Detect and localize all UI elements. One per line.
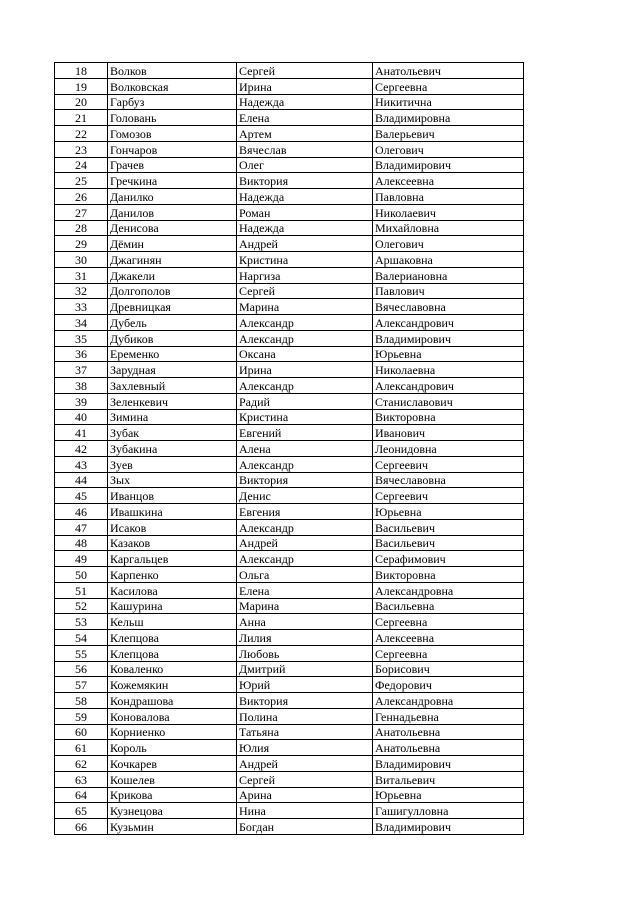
row-number-cell: 59 xyxy=(55,708,108,724)
patronymic-cell: Владимирович xyxy=(373,756,524,772)
table-row xyxy=(55,157,524,173)
patronymic-cell: Сергеевна xyxy=(373,614,524,630)
patronymic-cell: Леонидовна xyxy=(373,441,524,457)
row-number-cell: 42 xyxy=(55,441,108,457)
first-name-cell: Богдан xyxy=(237,819,373,835)
row-number-cell: 36 xyxy=(55,346,108,362)
row-number-cell: 25 xyxy=(55,173,108,189)
row-number-cell: 35 xyxy=(55,330,108,346)
first-name-cell: Вячеслав xyxy=(237,141,373,157)
last-name-cell: Кочкарев xyxy=(108,756,237,772)
patronymic-cell: Никитична xyxy=(373,94,524,110)
last-name-cell: Кашурина xyxy=(108,598,237,614)
table-row xyxy=(55,299,524,315)
last-name-cell: Данилко xyxy=(108,189,237,205)
first-name-cell: Надежда xyxy=(237,94,373,110)
first-name-cell: Радий xyxy=(237,393,373,409)
last-name-cell: Ивашкина xyxy=(108,504,237,520)
first-name-cell: Любовь xyxy=(237,645,373,661)
patronymic-cell: Анатольевич xyxy=(373,63,524,79)
last-name-cell: Грачев xyxy=(108,157,237,173)
first-name-cell: Александр xyxy=(237,456,373,472)
table-row xyxy=(55,346,524,362)
first-name-cell: Арина xyxy=(237,787,373,803)
row-number-cell: 29 xyxy=(55,236,108,252)
patronymic-cell: Вячеславовна xyxy=(373,299,524,315)
patronymic-cell: Юрьевна xyxy=(373,787,524,803)
row-number-cell: 33 xyxy=(55,299,108,315)
patronymic-cell: Сергеевна xyxy=(373,645,524,661)
last-name-cell: Кельш xyxy=(108,614,237,630)
first-name-cell: Алена xyxy=(237,441,373,457)
patronymic-cell: Александровна xyxy=(373,582,524,598)
patronymic-cell: Васильевич xyxy=(373,535,524,551)
row-number-cell: 19 xyxy=(55,78,108,94)
patronymic-cell: Витальевич xyxy=(373,771,524,787)
patronymic-cell: Александрович xyxy=(373,378,524,394)
patronymic-cell: Алексеевна xyxy=(373,173,524,189)
first-name-cell: Ирина xyxy=(237,78,373,94)
row-number-cell: 23 xyxy=(55,141,108,157)
last-name-cell: Данилов xyxy=(108,204,237,220)
patronymic-cell: Николаевич xyxy=(373,204,524,220)
table-row xyxy=(55,551,524,567)
patronymic-cell: Иванович xyxy=(373,425,524,441)
table-row xyxy=(55,535,524,551)
patronymic-cell: Анатольевна xyxy=(373,724,524,740)
first-name-cell: Андрей xyxy=(237,756,373,772)
last-name-cell: Казаков xyxy=(108,535,237,551)
row-number-cell: 27 xyxy=(55,204,108,220)
table-row xyxy=(55,693,524,709)
first-name-cell: Надежда xyxy=(237,189,373,205)
last-name-cell: Долгополов xyxy=(108,283,237,299)
first-name-cell: Александр xyxy=(237,519,373,535)
table-row xyxy=(55,472,524,488)
last-name-cell: Дубель xyxy=(108,315,237,331)
patronymic-cell: Юрьевна xyxy=(373,504,524,520)
last-name-cell: Крикова xyxy=(108,787,237,803)
patronymic-cell: Анатольевна xyxy=(373,740,524,756)
last-name-cell: Гарбуз xyxy=(108,94,237,110)
last-name-cell: Джагинян xyxy=(108,252,237,268)
first-name-cell: Ольга xyxy=(237,567,373,583)
first-name-cell: Надежда xyxy=(237,220,373,236)
row-number-cell: 57 xyxy=(55,677,108,693)
row-number-cell: 21 xyxy=(55,110,108,126)
last-name-cell: Иванцов xyxy=(108,488,237,504)
table-row xyxy=(55,488,524,504)
row-number-cell: 39 xyxy=(55,393,108,409)
table-row xyxy=(55,409,524,425)
row-number-cell: 49 xyxy=(55,551,108,567)
table-row xyxy=(55,425,524,441)
first-name-cell: Евгения xyxy=(237,504,373,520)
last-name-cell: Еременко xyxy=(108,346,237,362)
patronymic-cell: Викторовна xyxy=(373,567,524,583)
last-name-cell: Кожемякин xyxy=(108,677,237,693)
first-name-cell: Андрей xyxy=(237,236,373,252)
row-number-cell: 22 xyxy=(55,126,108,142)
row-number-cell: 58 xyxy=(55,693,108,709)
last-name-cell: Коваленко xyxy=(108,661,237,677)
first-name-cell: Александр xyxy=(237,378,373,394)
first-name-cell: Татьяна xyxy=(237,724,373,740)
row-number-cell: 26 xyxy=(55,189,108,205)
row-number-cell: 46 xyxy=(55,504,108,520)
first-name-cell: Виктория xyxy=(237,173,373,189)
last-name-cell: Зубакина xyxy=(108,441,237,457)
last-name-cell: Корниенко xyxy=(108,724,237,740)
first-name-cell: Сергей xyxy=(237,63,373,79)
row-number-cell: 37 xyxy=(55,362,108,378)
table-row xyxy=(55,630,524,646)
last-name-cell: Зеленкевич xyxy=(108,393,237,409)
last-name-cell: Гончаров xyxy=(108,141,237,157)
patronymic-cell: Владимирович xyxy=(373,330,524,346)
first-name-cell: Елена xyxy=(237,110,373,126)
row-number-cell: 40 xyxy=(55,409,108,425)
patronymic-cell: Николаевна xyxy=(373,362,524,378)
row-number-cell: 38 xyxy=(55,378,108,394)
table-row xyxy=(55,519,524,535)
row-number-cell: 30 xyxy=(55,252,108,268)
row-number-cell: 24 xyxy=(55,157,108,173)
row-number-cell: 60 xyxy=(55,724,108,740)
first-name-cell: Роман xyxy=(237,204,373,220)
table-row xyxy=(55,504,524,520)
table-row xyxy=(55,378,524,394)
row-number-cell: 52 xyxy=(55,598,108,614)
row-number-cell: 61 xyxy=(55,740,108,756)
last-name-cell: Каргальцев xyxy=(108,551,237,567)
patronymic-cell: Александровна xyxy=(373,693,524,709)
patronymic-cell: Васильевич xyxy=(373,519,524,535)
patronymic-cell: Владимирович xyxy=(373,819,524,835)
last-name-cell: Клепцова xyxy=(108,630,237,646)
table-row xyxy=(55,173,524,189)
patronymic-cell: Алексеевна xyxy=(373,630,524,646)
table-row xyxy=(55,756,524,772)
row-number-cell: 53 xyxy=(55,614,108,630)
first-name-cell: Ирина xyxy=(237,362,373,378)
row-number-cell: 55 xyxy=(55,645,108,661)
table-row xyxy=(55,787,524,803)
last-name-cell: Зимина xyxy=(108,409,237,425)
first-name-cell: Александр xyxy=(237,315,373,331)
patronymic-cell: Павловна xyxy=(373,189,524,205)
table-row xyxy=(55,330,524,346)
table-row xyxy=(55,110,524,126)
row-number-cell: 43 xyxy=(55,456,108,472)
patronymic-cell: Сергеевич xyxy=(373,456,524,472)
first-name-cell: Денис xyxy=(237,488,373,504)
patronymic-cell: Аршаковна xyxy=(373,252,524,268)
table-row xyxy=(55,126,524,142)
first-name-cell: Кристина xyxy=(237,252,373,268)
last-name-cell: Карпенко xyxy=(108,567,237,583)
last-name-cell: Денисова xyxy=(108,220,237,236)
row-number-cell: 66 xyxy=(55,819,108,835)
patronymic-cell: Олегович xyxy=(373,141,524,157)
first-name-cell: Оксана xyxy=(237,346,373,362)
table-row xyxy=(55,771,524,787)
patronymic-cell: Федорович xyxy=(373,677,524,693)
table-row xyxy=(55,63,524,79)
row-number-cell: 20 xyxy=(55,94,108,110)
table-row xyxy=(55,456,524,472)
row-number-cell: 65 xyxy=(55,803,108,819)
first-name-cell: Александр xyxy=(237,330,373,346)
first-name-cell: Евгений xyxy=(237,425,373,441)
patronymic-cell: Валериановна xyxy=(373,267,524,283)
row-number-cell: 48 xyxy=(55,535,108,551)
last-name-cell: Волковская xyxy=(108,78,237,94)
table-row xyxy=(55,283,524,299)
patronymic-cell: Гашигулловна xyxy=(373,803,524,819)
table-row xyxy=(55,567,524,583)
table-row xyxy=(55,645,524,661)
first-name-cell: Артем xyxy=(237,126,373,142)
table-row xyxy=(55,204,524,220)
first-name-cell: Виктория xyxy=(237,472,373,488)
last-name-cell: Зуев xyxy=(108,456,237,472)
row-number-cell: 63 xyxy=(55,771,108,787)
first-name-cell: Полина xyxy=(237,708,373,724)
roster-table xyxy=(54,62,524,835)
table-row xyxy=(55,661,524,677)
last-name-cell: Касилова xyxy=(108,582,237,598)
last-name-cell: Клепцова xyxy=(108,645,237,661)
table-row xyxy=(55,724,524,740)
roster-body xyxy=(55,63,524,835)
last-name-cell: Головань xyxy=(108,110,237,126)
table-row xyxy=(55,393,524,409)
table-row xyxy=(55,94,524,110)
table-row xyxy=(55,220,524,236)
row-number-cell: 45 xyxy=(55,488,108,504)
last-name-cell: Гомозов xyxy=(108,126,237,142)
row-number-cell: 54 xyxy=(55,630,108,646)
patronymic-cell: Сергеевна xyxy=(373,78,524,94)
last-name-cell: Король xyxy=(108,740,237,756)
table-row xyxy=(55,740,524,756)
first-name-cell: Наргиза xyxy=(237,267,373,283)
patronymic-cell: Юрьевна xyxy=(373,346,524,362)
last-name-cell: Джакели xyxy=(108,267,237,283)
table-row xyxy=(55,362,524,378)
first-name-cell: Нина xyxy=(237,803,373,819)
table-row xyxy=(55,141,524,157)
first-name-cell: Лилия xyxy=(237,630,373,646)
last-name-cell: Кузнецова xyxy=(108,803,237,819)
last-name-cell: Исаков xyxy=(108,519,237,535)
last-name-cell: Дёмин xyxy=(108,236,237,252)
table-row xyxy=(55,803,524,819)
first-name-cell: Сергей xyxy=(237,283,373,299)
row-number-cell: 50 xyxy=(55,567,108,583)
table-row xyxy=(55,189,524,205)
first-name-cell: Анна xyxy=(237,614,373,630)
table-row xyxy=(55,582,524,598)
row-number-cell: 32 xyxy=(55,283,108,299)
last-name-cell: Кондрашова xyxy=(108,693,237,709)
last-name-cell: Древницкая xyxy=(108,299,237,315)
row-number-cell: 56 xyxy=(55,661,108,677)
table-row xyxy=(55,267,524,283)
first-name-cell: Марина xyxy=(237,598,373,614)
first-name-cell: Александр xyxy=(237,551,373,567)
table-row xyxy=(55,252,524,268)
row-number-cell: 51 xyxy=(55,582,108,598)
patronymic-cell: Михайловна xyxy=(373,220,524,236)
last-name-cell: Гречкина xyxy=(108,173,237,189)
patronymic-cell: Геннадьевна xyxy=(373,708,524,724)
last-name-cell: Зубак xyxy=(108,425,237,441)
last-name-cell: Захлевный xyxy=(108,378,237,394)
row-number-cell: 62 xyxy=(55,756,108,772)
patronymic-cell: Валерьевич xyxy=(373,126,524,142)
patronymic-cell: Васильевна xyxy=(373,598,524,614)
row-number-cell: 34 xyxy=(55,315,108,331)
patronymic-cell: Борисович xyxy=(373,661,524,677)
first-name-cell: Елена xyxy=(237,582,373,598)
table-row xyxy=(55,315,524,331)
last-name-cell: Дубиков xyxy=(108,330,237,346)
last-name-cell: Волков xyxy=(108,63,237,79)
row-number-cell: 44 xyxy=(55,472,108,488)
patronymic-cell: Олегович xyxy=(373,236,524,252)
patronymic-cell: Вячеславовна xyxy=(373,472,524,488)
row-number-cell: 31 xyxy=(55,267,108,283)
first-name-cell: Юлия xyxy=(237,740,373,756)
first-name-cell: Андрей xyxy=(237,535,373,551)
patronymic-cell: Павлович xyxy=(373,283,524,299)
table-row xyxy=(55,78,524,94)
patronymic-cell: Владимировна xyxy=(373,110,524,126)
first-name-cell: Виктория xyxy=(237,693,373,709)
patronymic-cell: Станиславович xyxy=(373,393,524,409)
row-number-cell: 64 xyxy=(55,787,108,803)
last-name-cell: Зарудная xyxy=(108,362,237,378)
table-row xyxy=(55,819,524,835)
patronymic-cell: Владимирович xyxy=(373,157,524,173)
last-name-cell: Кузьмин xyxy=(108,819,237,835)
patronymic-cell: Викторовна xyxy=(373,409,524,425)
last-name-cell: Коновалова xyxy=(108,708,237,724)
row-number-cell: 41 xyxy=(55,425,108,441)
last-name-cell: Зых xyxy=(108,472,237,488)
first-name-cell: Сергей xyxy=(237,771,373,787)
first-name-cell: Олег xyxy=(237,157,373,173)
first-name-cell: Юрий xyxy=(237,677,373,693)
table-row xyxy=(55,236,524,252)
first-name-cell: Марина xyxy=(237,299,373,315)
row-number-cell: 18 xyxy=(55,63,108,79)
row-number-cell: 47 xyxy=(55,519,108,535)
patronymic-cell: Александрович xyxy=(373,315,524,331)
patronymic-cell: Сергеевич xyxy=(373,488,524,504)
table-row xyxy=(55,677,524,693)
table-row xyxy=(55,441,524,457)
last-name-cell: Кошелев xyxy=(108,771,237,787)
table-row xyxy=(55,708,524,724)
row-number-cell: 28 xyxy=(55,220,108,236)
patronymic-cell: Серафимович xyxy=(373,551,524,567)
table-row xyxy=(55,598,524,614)
table-row xyxy=(55,614,524,630)
first-name-cell: Дмитрий xyxy=(237,661,373,677)
first-name-cell: Кристина xyxy=(237,409,373,425)
